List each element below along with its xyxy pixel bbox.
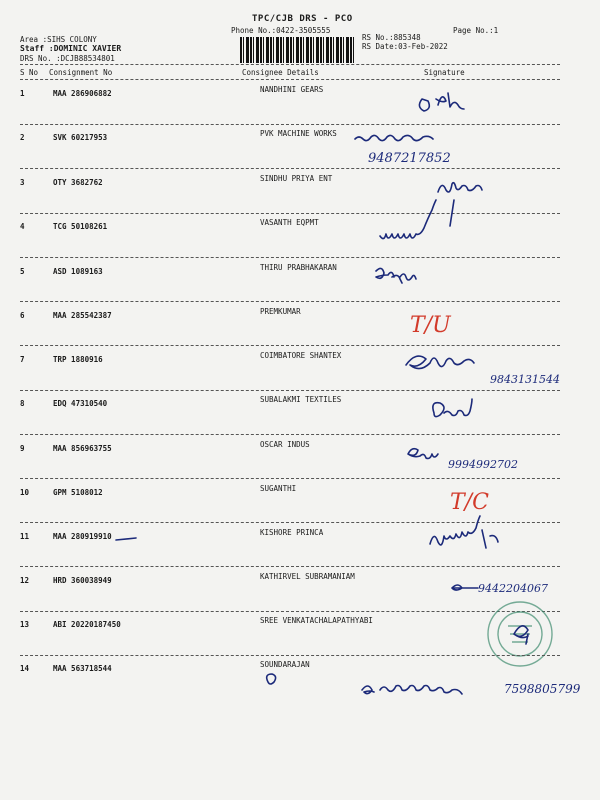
row-sno: 6 — [20, 311, 25, 320]
row-rule — [20, 390, 560, 391]
phone-number: Phone No.:0422-3505555 — [231, 26, 331, 35]
handwritten-phone: 7598805799 — [504, 682, 581, 696]
table-row — [20, 440, 580, 488]
row-consignment: TRP 1880916 — [53, 355, 103, 364]
area: Area :SIHS COLONY — [20, 35, 97, 44]
row-consignee: SOUNDARAJAN — [260, 660, 310, 669]
row-rule — [20, 522, 560, 523]
table-row — [20, 174, 580, 222]
column-consignment: Consignment No — [49, 68, 113, 77]
row-sno: 10 — [20, 488, 30, 497]
table-row — [20, 660, 581, 708]
header-rule-top — [20, 64, 560, 65]
row-sno: 9 — [20, 444, 25, 453]
row-consignee: SINDHU PRIYA ENT — [260, 174, 333, 183]
header-rule-bottom — [20, 79, 560, 80]
page-number: Page No.:1 — [453, 26, 499, 35]
row-consignee: NANDHINI GEARS — [260, 85, 324, 94]
row-rule — [20, 168, 560, 169]
row-consignee: SUBALAKMI TEXTILES — [260, 395, 342, 404]
row-consignee: THIRU PRABHAKARAN — [260, 263, 337, 272]
row-consignment: OTY 3682762 — [53, 178, 103, 187]
row-rule — [20, 478, 560, 479]
row-consignee: KATHIRVEL SUBRAMANIAM — [260, 572, 355, 581]
row-consignee: KISHORE PRINCA — [260, 528, 324, 537]
row-sno: 4 — [20, 222, 25, 231]
table-row — [20, 218, 580, 266]
row-sno: 14 — [20, 664, 30, 673]
table-row — [20, 528, 580, 576]
column-signature: Signature — [424, 68, 465, 77]
row-rule — [20, 124, 560, 125]
row-consignment: MAA 285542387 — [53, 311, 112, 320]
staff-name: Staff :DOMINIC XAVIER — [20, 44, 122, 53]
row-sno: 11 — [20, 532, 30, 541]
row-consignee: VASANTH EQPMT — [260, 218, 319, 227]
table-row — [20, 263, 580, 311]
row-consignee: PVK MACHINE WORKS — [260, 129, 337, 138]
table-row — [20, 351, 580, 399]
row-rule — [20, 213, 560, 214]
handwritten-phone: 9442204067 — [478, 582, 548, 595]
row-sno: 5 — [20, 267, 25, 276]
row-consignment: MAA 280919910 — [53, 532, 112, 541]
row-rule — [20, 611, 560, 612]
handwritten-phone: 9843131544 — [490, 373, 560, 386]
row-consignment: MAA 856963755 — [53, 444, 112, 453]
row-consignment: TCG 50108261 — [53, 222, 108, 231]
row-consignee: SREE VENKATACHALAPATHYABI — [260, 616, 373, 625]
rs-date: RS Date:03-Feb-2022 — [362, 42, 448, 51]
row-sno: 3 — [20, 178, 25, 187]
row-sno: 1 — [20, 89, 25, 98]
row-sno: 8 — [20, 399, 25, 408]
row-consignment: EDQ 47310540 — [53, 399, 108, 408]
table-row — [20, 616, 580, 664]
rs-number: RS No.:885348 — [362, 33, 421, 42]
row-consignment: HRD 360038949 — [53, 576, 112, 585]
row-rule — [20, 257, 560, 258]
row-consignee: PREMKUMAR — [260, 307, 301, 316]
row-consignee: OSCAR INDUS — [260, 440, 310, 449]
row-sno: 12 — [20, 576, 30, 585]
row-rule — [20, 345, 560, 346]
row-consignment: SVK 60217953 — [53, 133, 108, 142]
drs-number: DRS No. :DCJB88534801 — [20, 54, 115, 63]
row-consignment: GPM 5108012 — [53, 488, 103, 497]
row-rule — [20, 566, 560, 567]
row-sno: 13 — [20, 620, 30, 629]
column-consignee: Consignee Details — [242, 68, 319, 77]
row-consignment: ASD 1089163 — [53, 267, 103, 276]
table-row — [20, 129, 580, 177]
row-rule — [20, 301, 560, 302]
row-sno: 7 — [20, 355, 25, 364]
row-sno: 2 — [20, 133, 25, 142]
table-row — [20, 307, 580, 355]
handwritten-mark: T/C — [450, 490, 489, 515]
handwritten-mark: T/U — [410, 313, 451, 338]
row-rule — [20, 655, 560, 656]
row-consignee: COIMBATORE SHANTEX — [260, 351, 342, 360]
row-consignment: ABI 20220187450 — [53, 620, 121, 629]
handwritten-phone: 9994992702 — [448, 458, 518, 471]
table-row — [20, 85, 580, 133]
table-row — [20, 395, 580, 443]
handwritten-phone: 9487217852 — [368, 151, 451, 166]
table-row — [20, 484, 580, 532]
signature-image — [20, 664, 580, 724]
row-consignment: MAA 563718544 — [53, 664, 112, 673]
row-consignee: SUGANTHI — [260, 484, 297, 493]
column-sno: S No — [20, 68, 39, 77]
row-rule — [20, 434, 560, 435]
barcode — [240, 37, 354, 63]
row-consignment: MAA 286906882 — [53, 89, 112, 98]
document-title: TPC/CJB DRS - PCO — [252, 14, 353, 24]
